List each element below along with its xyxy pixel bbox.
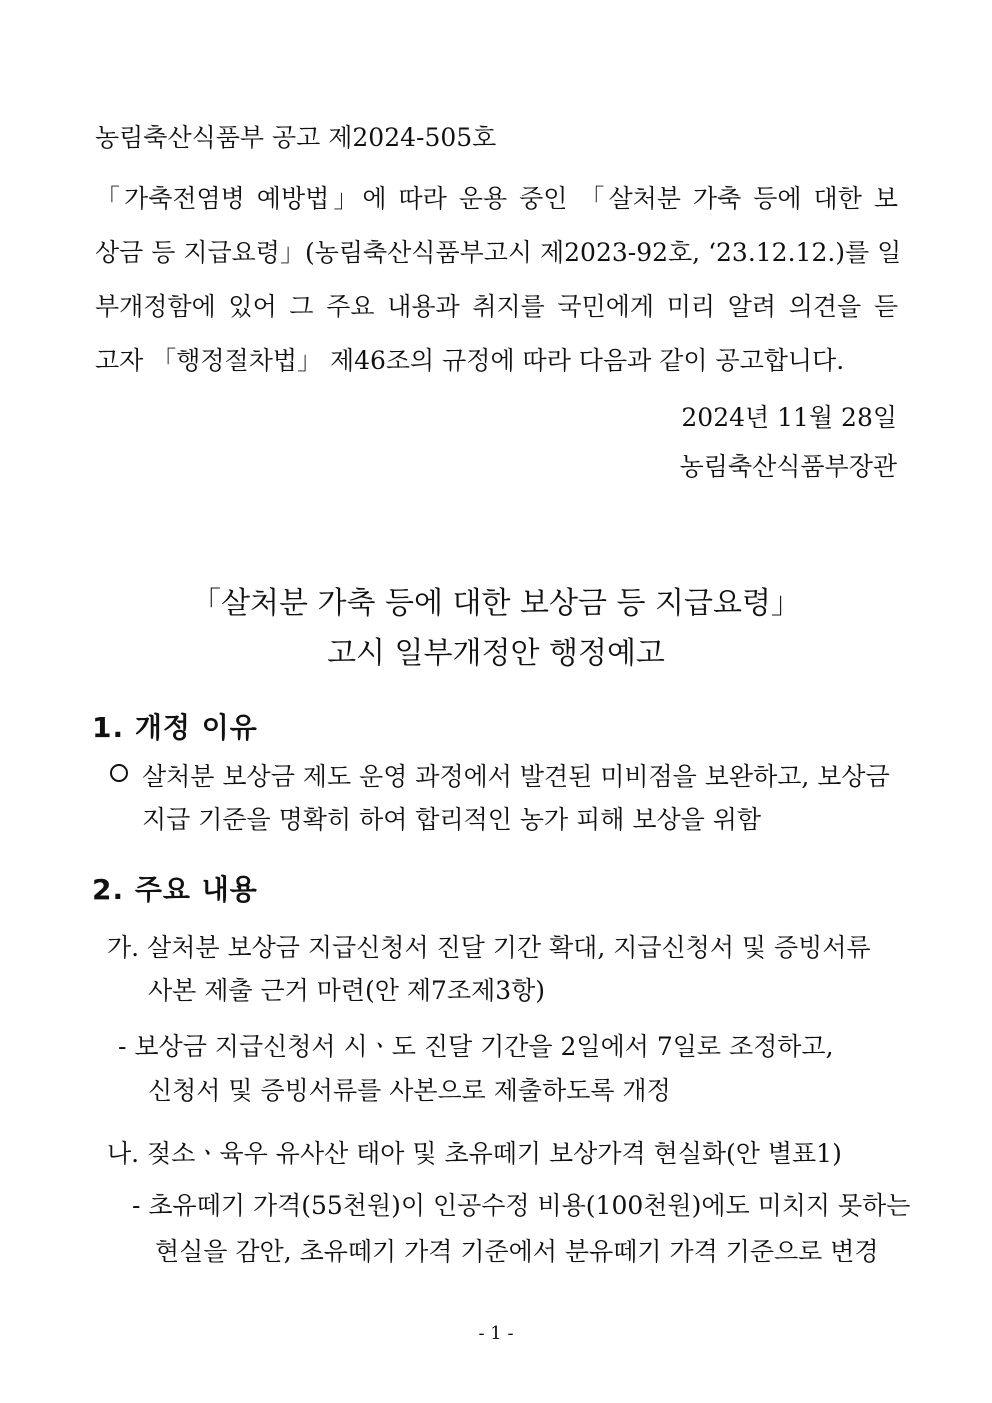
section2-heading: 2. 주요 내용 — [92, 873, 258, 906]
section1-bullet-line2: 지급 기준을 명확히 하여 합리적인 농가 피해 보상을 위함 — [142, 805, 762, 834]
document-title-line2: 고시 일부개정안 행정예고 — [327, 636, 665, 671]
intro-line: 상금 등 지급요령」(농림축산식품부고시 제2023-92호, ‘23.12.12.)를 일 — [95, 238, 902, 267]
intro-line: 고자 「행정절차법」 제46조의 규정에 따라 다음과 같이 공고합니다. — [95, 346, 845, 375]
item-ga-line1: 가. 살처분 보상금 지급신청서 진달 기간 확대, 지급신청서 및 증빙서류 — [107, 933, 871, 962]
notice-date: 2024년 11월 28일 — [681, 403, 897, 432]
intro-line: 「가축전염병 예방법」에 따라 운용 중인 「살처분 가축 등에 대한 보 — [95, 184, 898, 213]
section1-heading: 1. 개정 이유 — [92, 711, 258, 744]
document-title-line1: 「살처분 가축 등에 대한 보상금 등 지급요령」 — [191, 586, 801, 621]
item-na-sub-line1: - 초유떼기 가격(55천원)이 인공수정 비용(100천원)에도 미치지 못하는 — [132, 1191, 911, 1220]
intro-paragraph — [95, 172, 902, 388]
intro-line: 부개정함에 있어 그 주요 내용과 취지를 국민에게 미리 알려 의견을 듣 — [95, 292, 898, 321]
item-ga-line2: 사본 제출 근거 마련(안 제7조제3항) — [148, 976, 546, 1005]
item-na-sub-line2: 현실을 감안, 초유떼기 가격 기준에서 분유떼기 가격 기준으로 변경 — [155, 1237, 879, 1266]
issuer: 농림축산식품부장관 — [679, 452, 897, 481]
item-na-line1: 나. 젖소ㆍ육우 유사산 태아 및 초유떼기 보상가격 현실화(안 별표1) — [107, 1139, 842, 1168]
item-ga-sub-line1: - 보상금 지급신청서 시ㆍ도 진달 기간을 2일에서 7일로 조정하고, — [118, 1032, 834, 1061]
page-number: - 1 - — [478, 1323, 514, 1344]
notice-number: 농림축산식품부 공고 제2024-505호 — [95, 123, 497, 152]
section1-bullet-line1: 살처분 보상금 제도 운영 과정에서 발견된 미비점을 보완하고, 보상금 — [142, 762, 890, 791]
circle-bullet-icon — [110, 764, 128, 782]
item-ga-sub-line2: 신청서 및 증빙서류를 사본으로 제출하도록 개정 — [148, 1076, 671, 1105]
